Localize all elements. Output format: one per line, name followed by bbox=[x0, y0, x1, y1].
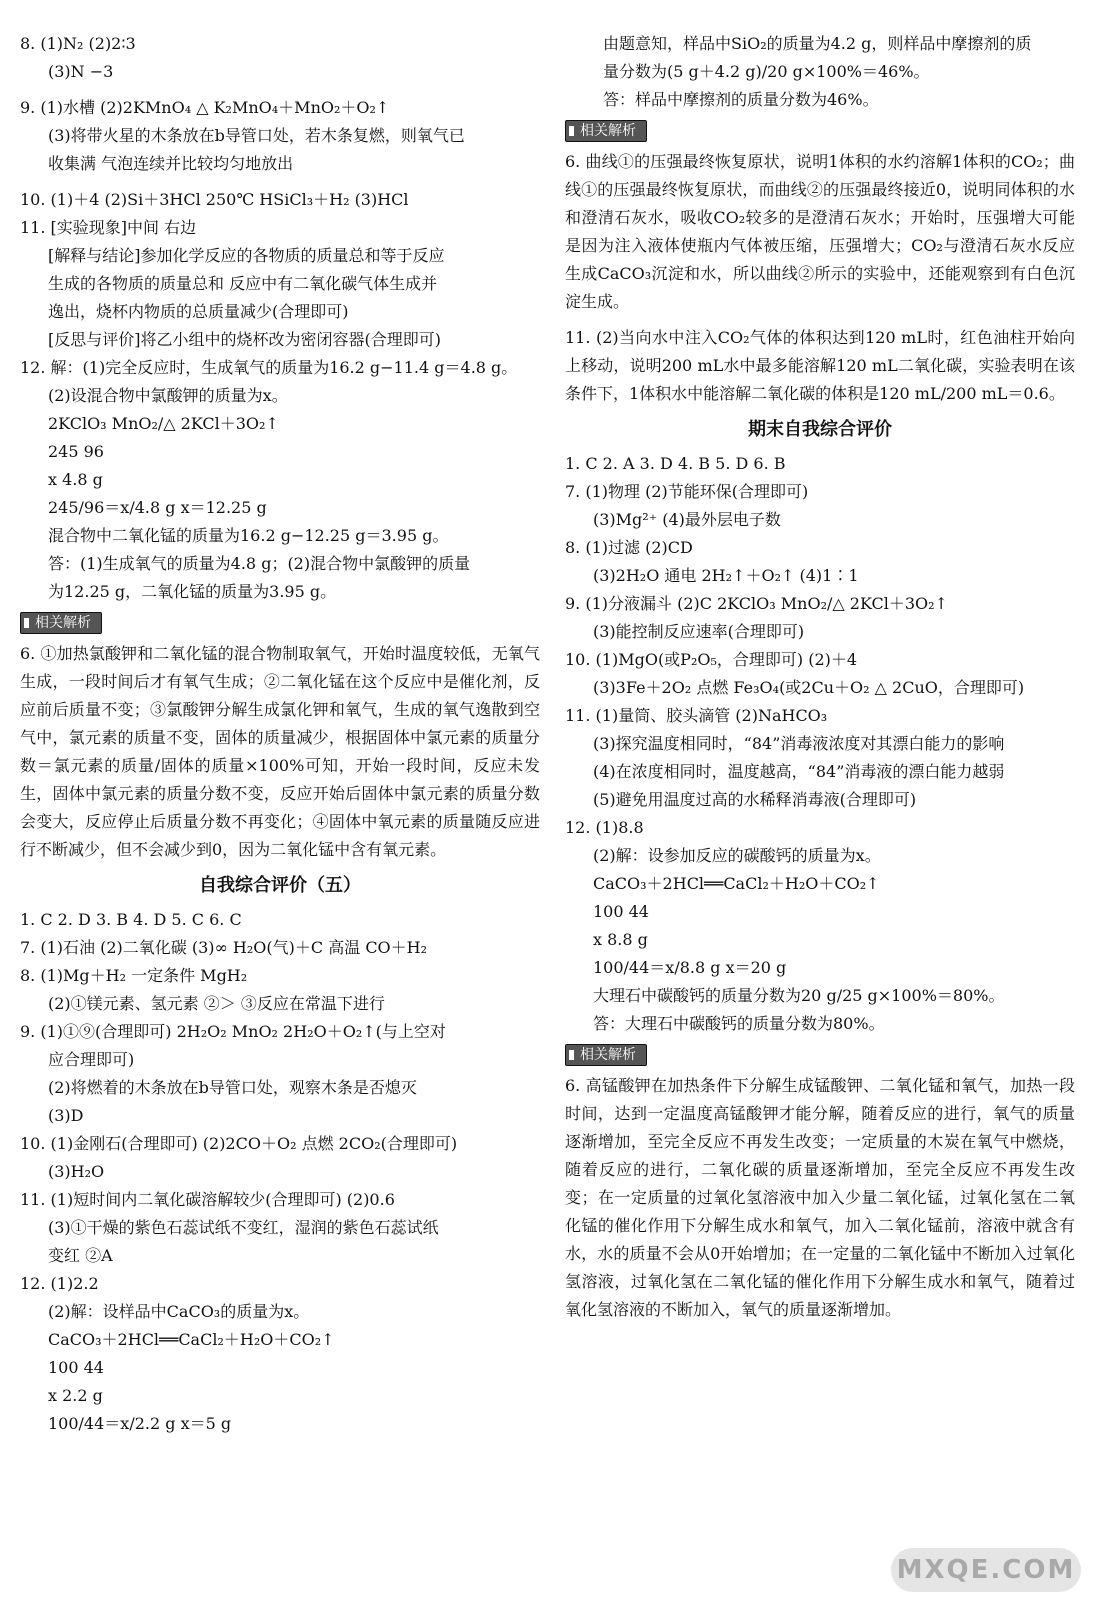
answer-8-line1: 8. (1)N₂ (2)2∶3 bbox=[20, 34, 136, 53]
answer-top-line1: 由题意知，样品中SiO₂的质量为4.2 g，则样品中摩擦剂的质 bbox=[603, 34, 1032, 53]
answer-12-ratio2: x 4.8 g bbox=[48, 470, 103, 489]
answer-11-line4: (5)避免用温度过高的水稀释消毒液(合理即可) bbox=[593, 790, 917, 809]
answer-11-line3: 变红 ②A bbox=[48, 1246, 113, 1265]
answer-11-line1: 11. [实验现象]中间 右边 bbox=[20, 218, 197, 237]
answer-9-line3: 收集满 气泡连续并比较均匀地放出 bbox=[48, 154, 294, 173]
answer-7: 7. (1)石油 (2)二氧化碳 (3)∞ H₂O(气)＋C 高温 CO＋H₂ bbox=[20, 938, 428, 957]
analysis-6: 6. 曲线①的压强最终恢复原状，说明1体积的水约溶解1体积的CO₂；曲线①的压强最终恢复原状，而曲线②的压强最终接近0，说明同体积的水和澄清石灰水，吸收CO₂较多的是澄清石灰水；开始时，压强增大可能是因为注入液体使瓶内气体被压缩，压强增大；CO₂与澄清石灰水反应生成CaCO₃沉淀和水，所以曲线②所示的实验中，还能观察到有白色沉淀生成。 bbox=[565, 152, 1075, 311]
answer-10-line2: (3)3Fe＋2O₂ 点燃 Fe₃O₄(或2Cu＋O₂ △ 2CuO，合理即可) bbox=[593, 678, 1025, 697]
answer-9-line1: 9. (1)水槽 (2)2KMnO₄ △ K₂MnO₄＋MnO₂＋O₂↑ bbox=[20, 98, 390, 117]
analysis-6-final: 6. 高锰酸钾在加热条件下分解生成锰酸钾、二氧化锰和氧气，加热一段时间，达到一定温度高锰酸钾才能分解，随着反应的进行，氧气的质量逐渐增加，至完全反应不再发生改变；一定质量的木炭在氧气中燃烧，随着反应的进行，二氧化碳的质量逐渐增加，至完全反应不再发生改变；在一定质量的过氧化氢溶液中加入少量二氧化锰，过氧化氢在二氧化锰的催化作用下分解生成水和氧气，加入二氧化锰前，溶液中就含有水，水的质量不会从0开始增加；在一定量的二氧化锰中不断加入过氧化氢溶液，过氧化氢在二氧化锰的催化作用下分解生成水和氧气，随着过氧化氢溶液的不断加入，氧气的质量逐渐增加。 bbox=[565, 1076, 1075, 1319]
answer-12-ratio1: 245 96 bbox=[48, 442, 104, 461]
answer-10: 10. (1)＋4 (2)Si＋3HCl 250℃ HSiCl₃＋H₂ (3)HCl bbox=[20, 190, 409, 209]
answer-7-line2: (3)Mg²⁺ (4)最外层电子数 bbox=[593, 510, 781, 529]
answer-11-line5: [反思与评价]将乙小组中的烧杯改为密闭容器(合理即可) bbox=[48, 330, 441, 349]
answer-9-line2: 应合理即可) bbox=[48, 1050, 135, 1069]
analysis-11: 11. (2)当向水中注入CO₂气体的体积达到120 mL时，红色油柱开始向上移动，说明200 mL水中最多能溶解120 mL二氧化碳，实验表明在该条件下，1体积水中能溶解二氧化碳的体积是120 mL/200 mL＝0.6。 bbox=[565, 328, 1075, 403]
answer-12-equation: CaCO₃＋2HCl══CaCl₂＋H₂O＋CO₂↑ bbox=[593, 874, 880, 893]
multiple-choice-answers: 1. C 2. A 3. D 4. B 5. D 6. B bbox=[565, 454, 786, 473]
answer-12-line2: (2)解：设样品中CaCO₃的质量为x。 bbox=[48, 1302, 310, 1321]
answer-9-line4: (3)D bbox=[48, 1106, 84, 1125]
answer-12-conclusion1: 答：(1)生成氧气的质量为4.8 g；(2)混合物中氯酸钾的质量 bbox=[48, 554, 471, 573]
answer-12-ratio2: x 2.2 g bbox=[48, 1386, 103, 1405]
answer-11-line1: 11. (1)量筒、胶头滴管 (2)NaHCO₃ bbox=[565, 706, 828, 725]
answer-12-line1: 12. 解：(1)完全反应时，生成氧气的质量为16.2 g−11.4 g＝4.8 g。 bbox=[20, 358, 518, 377]
answer-12-equation: 2KClO₃ MnO₂/△ 2KCl＋3O₂↑ bbox=[48, 414, 279, 433]
answer-12-line2: (2)设混合物中氯酸钾的质量为x。 bbox=[48, 386, 288, 405]
analysis-tag: 相关解析 bbox=[565, 1044, 647, 1066]
answer-12-ratio1: 100 44 bbox=[48, 1358, 104, 1377]
answer-8-line1: 8. (1)过滤 (2)CD bbox=[565, 538, 693, 557]
answer-11-line2: (3)探究温度相同时，“84”消毒液浓度对其漂白能力的影响 bbox=[593, 734, 1005, 753]
answer-12-ratio1: 100 44 bbox=[593, 902, 649, 921]
answer-11-line2: [解释与结论]参加化学反应的各物质的质量总和等于反应 bbox=[48, 246, 445, 265]
left-column bbox=[20, 30, 540, 1438]
answer-12-fraction: 大理石中碳酸钙的质量分数为20 g/25 g×100%＝80%。 bbox=[593, 986, 1005, 1005]
answer-12-solve: 245/96＝x/4.8 g x＝12.25 g bbox=[48, 498, 267, 517]
answer-8-line2: (3)N −3 bbox=[48, 62, 114, 81]
answer-9-line1: 9. (1)分液漏斗 (2)C 2KClO₃ MnO₂/△ 2KCl＋3O₂↑ bbox=[565, 594, 948, 613]
analysis-tag: 相关解析 bbox=[565, 120, 647, 142]
answer-12-conclusion: 答：大理石中碳酸钙的质量分数为80%。 bbox=[593, 1014, 885, 1033]
answer-top-line3: 答：样品中摩擦剂的质量分数为46%。 bbox=[603, 90, 879, 109]
section-heading-5: 自我综合评价（五） bbox=[199, 875, 361, 896]
right-column bbox=[565, 30, 1075, 1324]
answer-12-mno2: 混合物中二氧化锰的质量为16.2 g−12.25 g＝3.95 g。 bbox=[48, 526, 449, 545]
answer-10-line1: 10. (1)金刚石(合理即可) (2)2CO＋O₂ 点燃 2CO₂(合理即可) bbox=[20, 1134, 458, 1153]
answer-11-line3: 生成的各物质的质量总和 反应中有二氧化碳气体生成并 bbox=[48, 274, 438, 293]
answer-9-line3: (2)将燃着的木条放在b导管口处，观察木条是否熄灭 bbox=[48, 1078, 417, 1097]
multiple-choice-answers: 1. C 2. D 3. B 4. D 5. C 6. C bbox=[20, 910, 242, 929]
answer-12-solve: 100/44＝x/8.8 g x＝20 g bbox=[593, 958, 787, 977]
answer-12-conclusion2: 为12.25 g，二氧化锰的质量为3.95 g。 bbox=[48, 582, 337, 601]
answer-9-line2: (3)能控制反应速率(合理即可) bbox=[593, 622, 805, 641]
analysis-6: 6. ①加热氯酸钾和二氧化锰的混合物制取氧气，开始时温度较低，无氧气生成，一段时间后才有氧气生成；②二氧化锰在这个反应中是催化剂，反应前后质量不变；③氯酸钾分解生成氯化钾和氧气，生成的氧气逸散到空气中，氯元素的质量不变，固体的质量减少，根据固体中氯元素的质量分数＝氯元素的质量/固体的质量×100%可知，开始一段时间，反应未发生，固体中氯元素的质量分数不变，反应开始后固体中氯元素的质量分数会变大，反应停止后质量分数不再变化；④固体中氧元素的质量随反应进行不断减少，但不会减少到0，因为二氧化锰中含有氧元素。 bbox=[20, 644, 540, 859]
analysis-tag: 相关解析 bbox=[20, 612, 102, 634]
answer-9-line2: (3)将带火星的木条放在b导管口处，若木条复燃，则氧气已 bbox=[48, 126, 465, 145]
answer-8-line1: 8. (1)Mg＋H₂ 一定条件 MgH₂ bbox=[20, 966, 248, 985]
answer-11-line4: 逸出，烧杯内物质的总质量减少(合理即可) bbox=[48, 302, 349, 321]
answer-8-line2: (3)2H₂O 通电 2H₂↑＋O₂↑ (4)1∶1 bbox=[593, 566, 859, 585]
answer-9-line1: 9. (1)①⑨(合理即可) 2H₂O₂ MnO₂ 2H₂O＋O₂↑(与上空对 bbox=[20, 1022, 446, 1041]
answer-12-line2: (2)解：设参加反应的碳酸钙的质量为x。 bbox=[593, 846, 881, 865]
watermark-logo: MXQE.COM bbox=[891, 1548, 1081, 1592]
answer-10-line1: 10. (1)MgO(或P₂O₅，合理即可) (2)＋4 bbox=[565, 650, 858, 669]
answer-11-line3: (4)在浓度相同时，温度越高，“84”消毒液的漂白能力越弱 bbox=[593, 762, 1005, 781]
answer-12-equation: CaCO₃＋2HCl══CaCl₂＋H₂O＋CO₂↑ bbox=[48, 1330, 335, 1349]
answer-top-line2: 量分数为(5 g＋4.2 g)/20 g×100%＝46%。 bbox=[603, 62, 930, 81]
answer-10-line2: (3)H₂O bbox=[48, 1162, 105, 1181]
answer-12-ratio2: x 8.8 g bbox=[593, 930, 648, 949]
section-heading-final: 期末自我综合评价 bbox=[748, 419, 892, 440]
answer-12-line1: 12. (1)2.2 bbox=[20, 1274, 99, 1293]
answer-11-line1: 11. (1)短时间内二氧化碳溶解较少(合理即可) (2)0.6 bbox=[20, 1190, 395, 1209]
answer-12-solve: 100/44＝x/2.2 g x＝5 g bbox=[48, 1414, 232, 1433]
answer-11-line2: (3)①干燥的紫色石蕊试纸不变红，湿润的紫色石蕊试纸 bbox=[48, 1218, 439, 1237]
answer-12-line1: 12. (1)8.8 bbox=[565, 818, 644, 837]
answer-8-line2: (2)①镁元素、氢元素 ②＞ ③反应在常温下进行 bbox=[48, 994, 385, 1013]
answer-7-line1: 7. (1)物理 (2)节能环保(合理即可) bbox=[565, 482, 809, 501]
